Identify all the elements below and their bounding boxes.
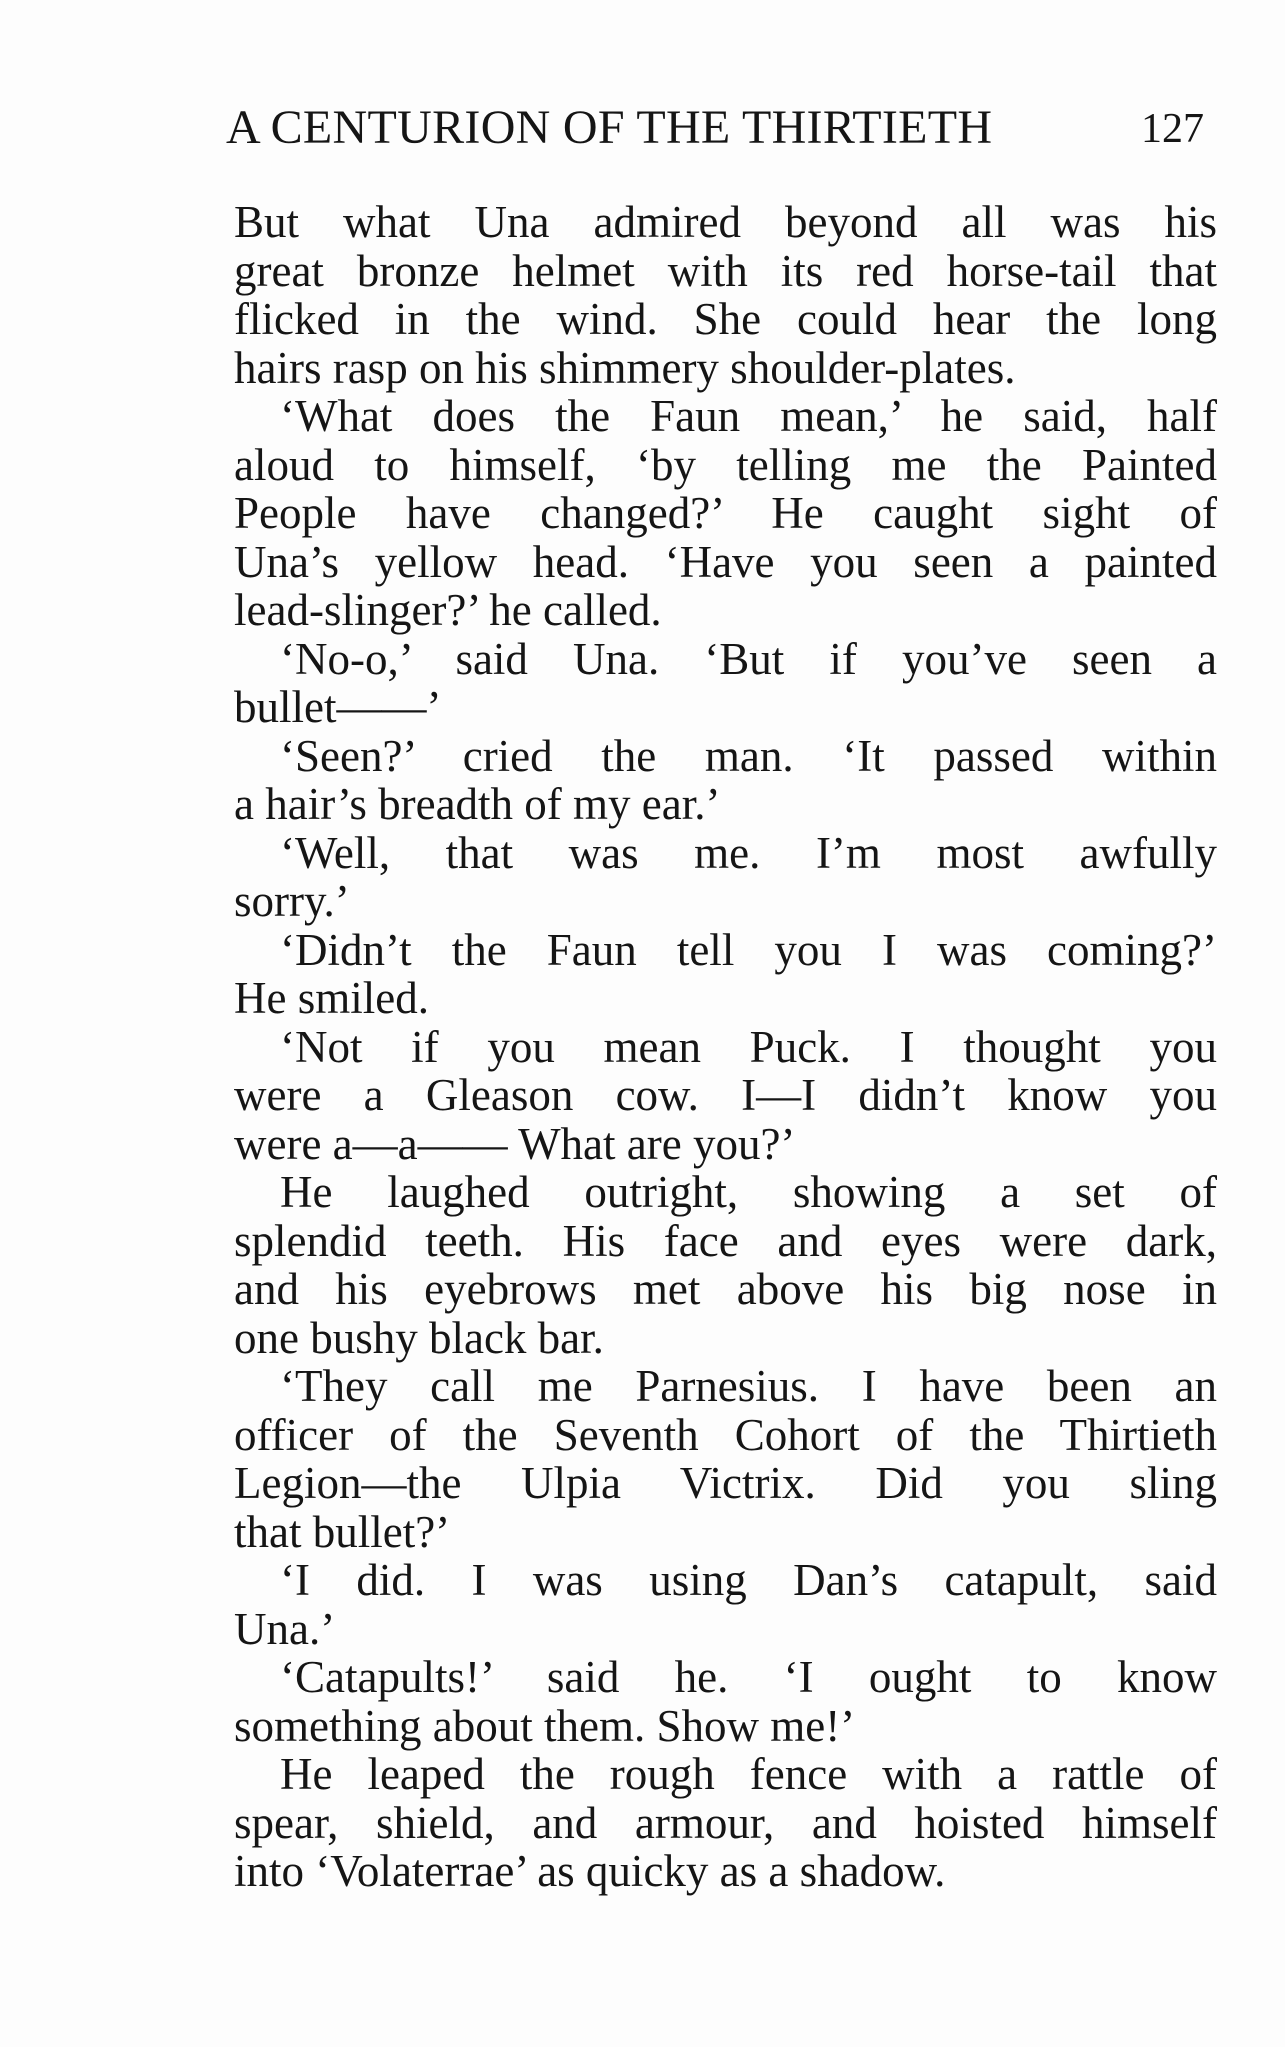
text-line: one bushy black bar. [234, 1312, 604, 1363]
text-line: ‘Didn’t the Faun tell you I was coming?’ [280, 924, 1217, 975]
body-text [234, 198, 1217, 1896]
page-header [226, 98, 1226, 158]
text-line: ‘No-o,’ said Una. ‘But if you’ve seen a [280, 633, 1217, 684]
text-line: ‘What does the Faun mean,’ he said, half [280, 391, 1217, 441]
running-title: A CENTURION OF THE THIRTIETH [226, 101, 993, 154]
text-line: great bronze helmet with its red horse-tail that [234, 245, 1217, 296]
text-line: were a—a—— What are you?’ [234, 1118, 796, 1169]
text-line: aloud to himself, ‘by telling me the Painted [234, 439, 1217, 490]
text-line: Legion—the Ulpia Victrix. Did you sling [234, 1458, 1217, 1508]
text-line: ‘Catapults!’ said he. ‘I ought to know [280, 1652, 1217, 1702]
text-line: He smiled. [234, 973, 429, 1023]
text-line: ‘Well, that was me. I’m most awfully [280, 827, 1217, 878]
text-line: a hair’s breadth of my ear.’ [234, 779, 721, 829]
page-number: 127 [1141, 106, 1204, 152]
text-line: People have changed?’ He caught sight of [234, 488, 1217, 538]
text-line: ‘They call me Parnesius. I have been an [280, 1361, 1217, 1411]
text-line: and his eyebrows met above his big nose in [234, 1264, 1217, 1314]
text-line: ‘Seen?’ cried the man. ‘It passed within [280, 730, 1217, 781]
text-line: hairs rasp on his shimmery shoulder-plates. [234, 342, 1016, 393]
text-line: Una’s yellow head. ‘Have you seen a painted [234, 536, 1217, 587]
text-line: ‘I did. I was using Dan’s catapult, said [280, 1555, 1217, 1605]
text-line: into ‘Volaterrae’ as quicky as a shadow. [234, 1846, 946, 1896]
text-line: that bullet?’ [234, 1506, 451, 1557]
text-line: He laughed outright, showing a set of [280, 1167, 1217, 1217]
text-line: lead-slinger?’ he called. [234, 585, 662, 635]
text-line: But what Una admired beyond all was his [234, 197, 1217, 247]
text-line: spear, shield, and armour, and hoisted himself [234, 1797, 1217, 1848]
text-line: flicked in the wind. She could hear the long [234, 294, 1217, 344]
text-line: bullet——’ [234, 682, 442, 732]
text-line: splendid teeth. His face and eyes were dark, [234, 1215, 1217, 1266]
text-line: sorry.’ [234, 876, 350, 926]
text-line: He leaped the rough fence with a rattle of [280, 1749, 1217, 1799]
text-line: officer of the Seventh Cohort of the Thirtieth [234, 1409, 1217, 1460]
text-line: Una.’ [234, 1603, 336, 1654]
text-line: ‘Not if you mean Puck. I thought you [280, 1021, 1217, 1072]
text-line: something about them. Show me!’ [234, 1700, 856, 1751]
text-line: were a Gleason cow. I—I didn’t know you [234, 1070, 1217, 1120]
